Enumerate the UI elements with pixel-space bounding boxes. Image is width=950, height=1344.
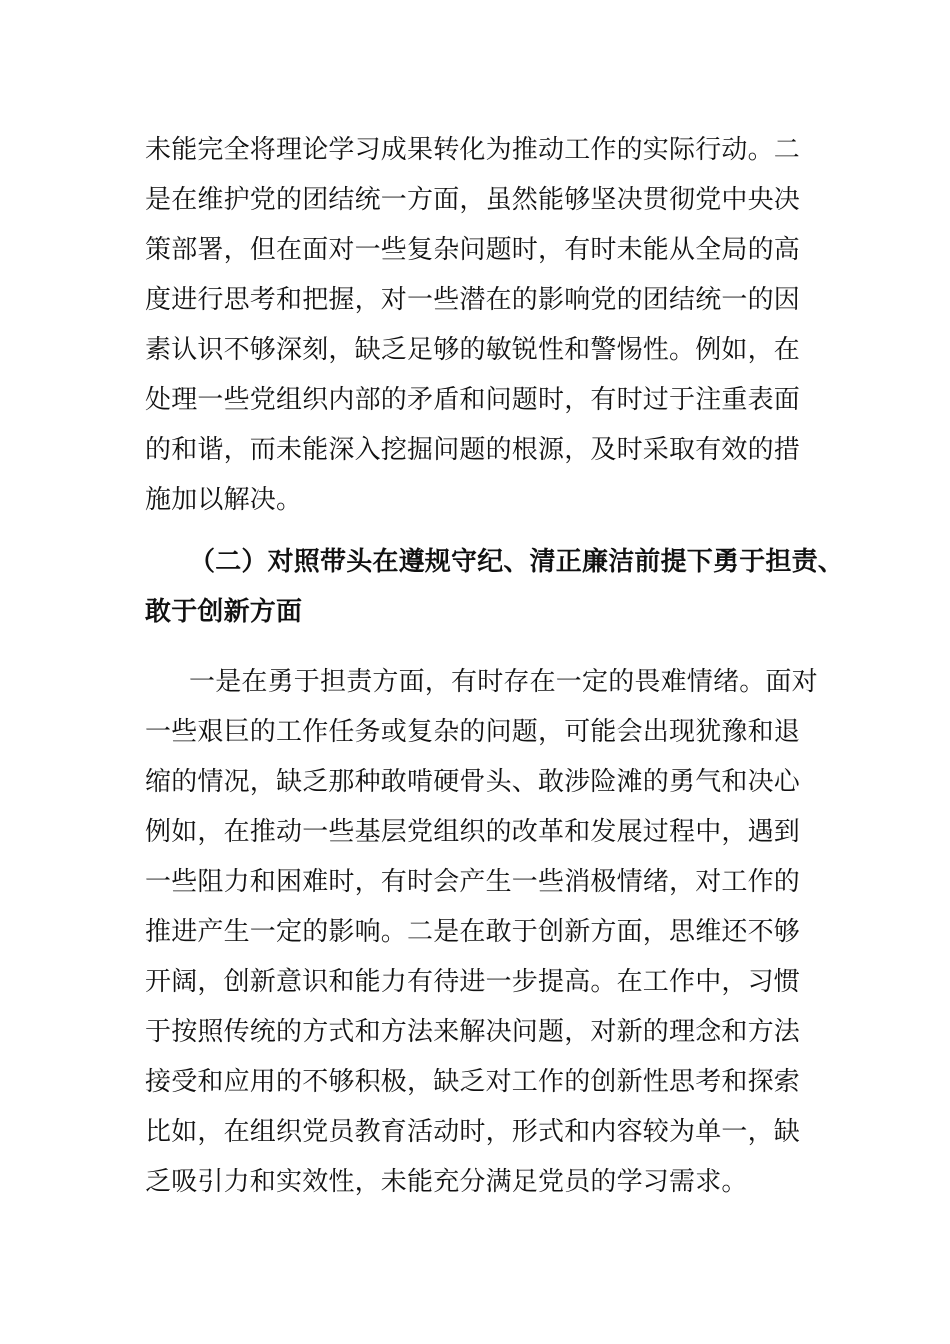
text-line: 处理一些党组织内部的矛盾和问题时，有时过于注重表面 bbox=[145, 385, 801, 415]
heading-line: （二）对照带头在遵规守纪、清正廉洁前提下勇于担责、 bbox=[189, 547, 845, 577]
text-line: 乏吸引力和实效性，未能充分满足党员的学习需求。 bbox=[145, 1167, 748, 1197]
text-line: 的和谐，而未能深入挖掘问题的根源，及时采取有效的措 bbox=[145, 435, 801, 465]
text-line: 度进行思考和把握，对一些潜在的影响党的团结统一的因 bbox=[145, 285, 801, 315]
text-line: 例如，在推动一些基层党组织的改革和发展过程中，遇到 bbox=[145, 817, 801, 847]
text-line: 接受和应用的不够积极，缺乏对工作的创新性思考和探索 bbox=[145, 1067, 801, 1097]
text-line: 缩的情况，缺乏那种敢啃硬骨头、敢涉险滩的勇气和决心 bbox=[145, 767, 801, 797]
text-line: 素认识不够深刻，缺乏足够的敏锐性和警惕性。例如，在 bbox=[145, 335, 801, 365]
spacer bbox=[145, 637, 810, 657]
document-body bbox=[145, 125, 845, 1207]
text-line: 推进产生一定的影响。二是在敢于创新方面，思维还不够 bbox=[145, 917, 801, 947]
heading-line: 敢于创新方面 bbox=[145, 597, 303, 627]
text-line: 未能完全将理论学习成果转化为推动工作的实际行动。二 bbox=[145, 135, 801, 165]
text-line: 施加以解决。 bbox=[145, 485, 303, 515]
text-line: 开阔，创新意识和能力有待进一步提高。在工作中，习惯 bbox=[145, 967, 801, 997]
section-heading bbox=[145, 537, 845, 637]
text-line: 一是在勇于担责方面，有时存在一定的畏难情绪。面对 bbox=[189, 667, 818, 697]
text-line: 一些阻力和困难时，有时会产生一些消极情绪，对工作的 bbox=[145, 867, 801, 897]
text-line: 比如，在组织党员教育活动时，形式和内容较为单一，缺 bbox=[145, 1117, 801, 1147]
paragraph-section-body bbox=[145, 657, 818, 1207]
paragraph-continuation bbox=[145, 125, 810, 525]
text-line: 是在维护党的团结统一方面，虽然能够坚决贯彻党中央决 bbox=[145, 185, 801, 215]
text-line: 于按照传统的方式和方法来解决问题，对新的理念和方法 bbox=[145, 1017, 801, 1047]
spacer bbox=[145, 525, 810, 537]
text-line: 一些艰巨的工作任务或复杂的问题，可能会出现犹豫和退 bbox=[145, 717, 801, 747]
text-line: 策部署，但在面对一些复杂问题时，有时未能从全局的高 bbox=[145, 235, 801, 265]
